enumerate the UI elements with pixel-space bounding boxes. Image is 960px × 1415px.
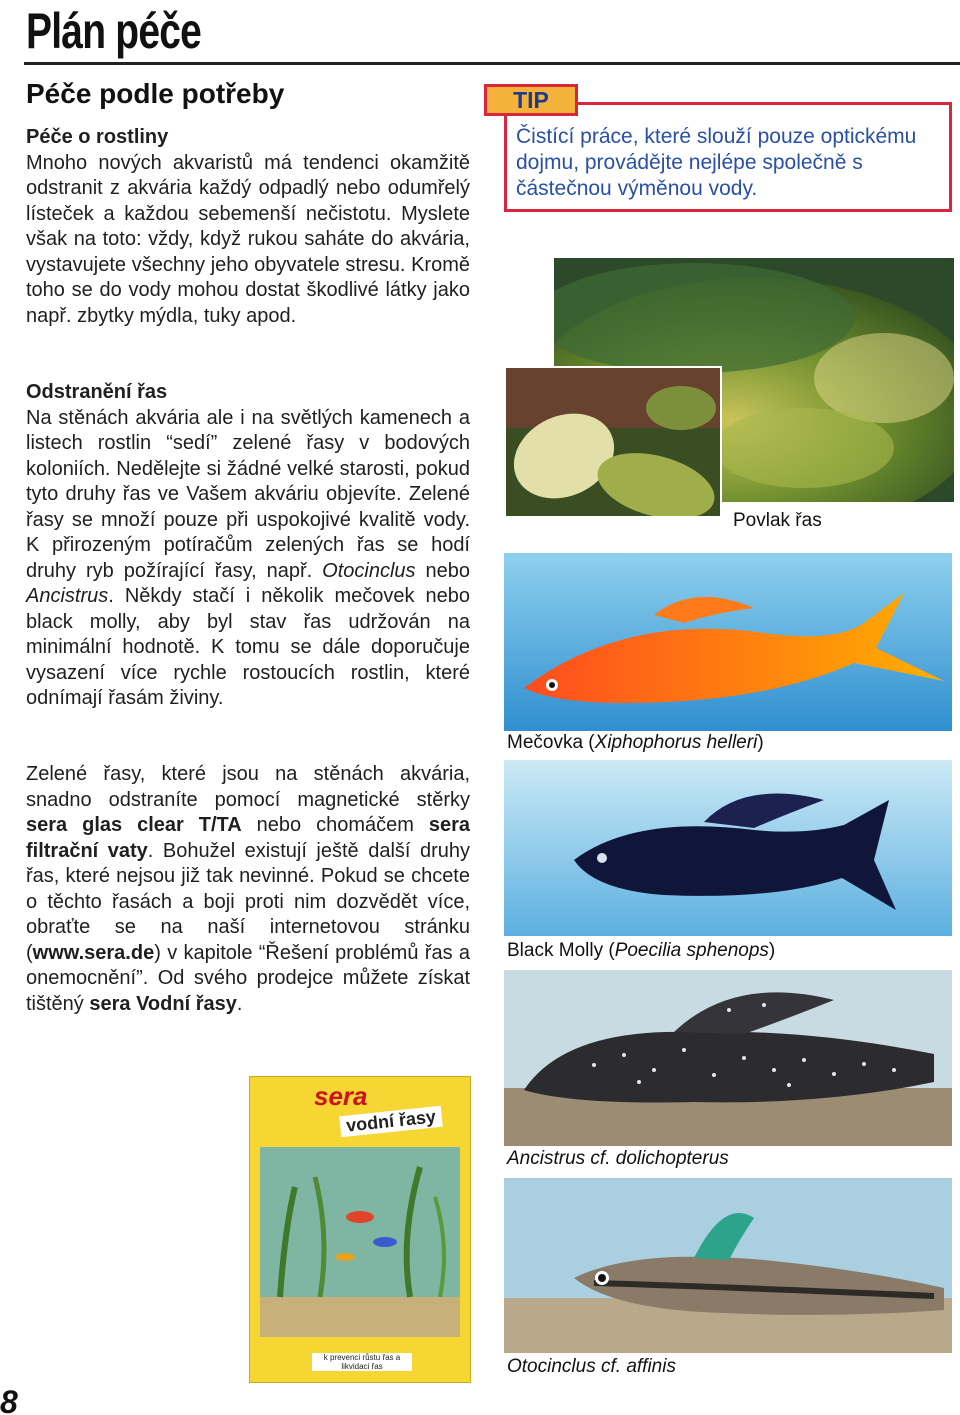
tools-text-c: nebo chomáčem: [241, 814, 429, 836]
paragraph-algae-tools: [26, 762, 470, 1017]
caption-black-molly: Black Molly (Poecilia sphenops): [507, 940, 776, 961]
algae-text-b: . Někdy stačí i několik mečovek nebo black molly, aby byl stav řas udržován na minimální hodnotě. K tomu se dále doporučuje vysazení více rychle rostoucích rostlin, které odnímají řasám živiny.: [26, 585, 470, 709]
tools-text-d: . Bohužel existují ještě další druhy řas, které nejsou již tak nevinné. Pokud se chcete o těchto řasách a boji proti nim dozvědět více, obraťte se na naší internetovou stránku (: [26, 839, 470, 964]
subheading-algae-removal: Odstranění řas: [26, 381, 168, 403]
product-magnet-cleaner: sera glas clear T/TA: [26, 814, 242, 836]
booklet-subtitle: k prevenci růstu řas a likvidaci řas: [312, 1353, 412, 1371]
algae-text-nebo: nebo: [415, 559, 470, 582]
caption-swordtail: Mečovka (Xiphophorus helleri): [507, 732, 764, 753]
tools-text-f: .: [236, 992, 243, 1015]
tools-text-e: ) v kapitole “Řešení problémů řas a onemocnění”. Od svého prodejce můžete získat tištěný: [26, 941, 470, 1015]
section-title: Péče podle potřeby: [26, 78, 285, 109]
page-number: 8: [0, 1384, 18, 1415]
black-molly-photo: [504, 760, 952, 936]
page-title: Plán péče: [26, 3, 202, 59]
product-booklet: sera Vodní řasy: [89, 992, 237, 1015]
subheading-plant-care: Péče o rostliny: [26, 126, 169, 148]
caption-algae: Povlak řas: [733, 510, 822, 531]
tip-label: TIP: [484, 84, 578, 116]
ancistrus-term: Ancistrus: [26, 585, 109, 607]
booklet-title: vodní řasy: [339, 1106, 443, 1138]
otocinclus-term: Otocinclus: [322, 559, 416, 582]
otocinclus-photo: [504, 1178, 952, 1353]
ancistrus-photo: [504, 970, 952, 1146]
booklet-aquarium-illustration: [260, 1147, 460, 1337]
swordtail-photo: [504, 553, 952, 731]
website-link[interactable]: www.sera.de: [32, 941, 155, 964]
algae-text-a: Na stěnách akvária ale i na světlých kamenech a listech rostlin “sedí” zelené řasy v bodových koloniích. Nedělejte si žádné velké starosti, pokud tyto druhy řas ve Vašem akváriu objevíte. Zelené řasy se množí pouze při uspokojivé kvalitě vody. K přirozeným potíračům zelených řas se hodí druhy ryb požírající řasy, např.: [26, 406, 470, 582]
paragraph-plant-care: [26, 125, 470, 329]
tools-text-a: Zelené řasy, které jsou na stěnách akvária, snadno odstraníte pomocí magnetické stěrky: [26, 763, 470, 811]
title-divider: [24, 62, 960, 65]
plant-photo: [504, 366, 722, 518]
booklet-brand-logo: sera: [314, 1081, 368, 1111]
plant-care-text: Mnoho nových akvaristů má tendenci okamžitě odstranit z akvária každý odpadlý nebo odumřelý lísteček a každou sebemenší nečistotu. Myslete však na toto: vždy, když rukou saháte do akvária, vystavujete všechny jeho obyvatele stresu. Kromě toho se do vody mohou dostat škodlivé látky jako např. zbytky mýdla, tuky apod.: [26, 151, 470, 327]
caption-otocinclus: Otocinclus cf. affinis: [507, 1356, 676, 1377]
paragraph-algae-removal: [26, 380, 470, 712]
sera-booklet-image: [249, 1076, 471, 1383]
caption-ancistrus: Ancistrus cf. dolichopterus: [507, 1148, 729, 1169]
product-filter-wool: sera filtrační vaty: [26, 814, 470, 862]
tip-text: Čistící práce, které slouží pouze optickému dojmu, provádějte nejlépe společně s částečnou výměnou vody.: [516, 125, 917, 200]
